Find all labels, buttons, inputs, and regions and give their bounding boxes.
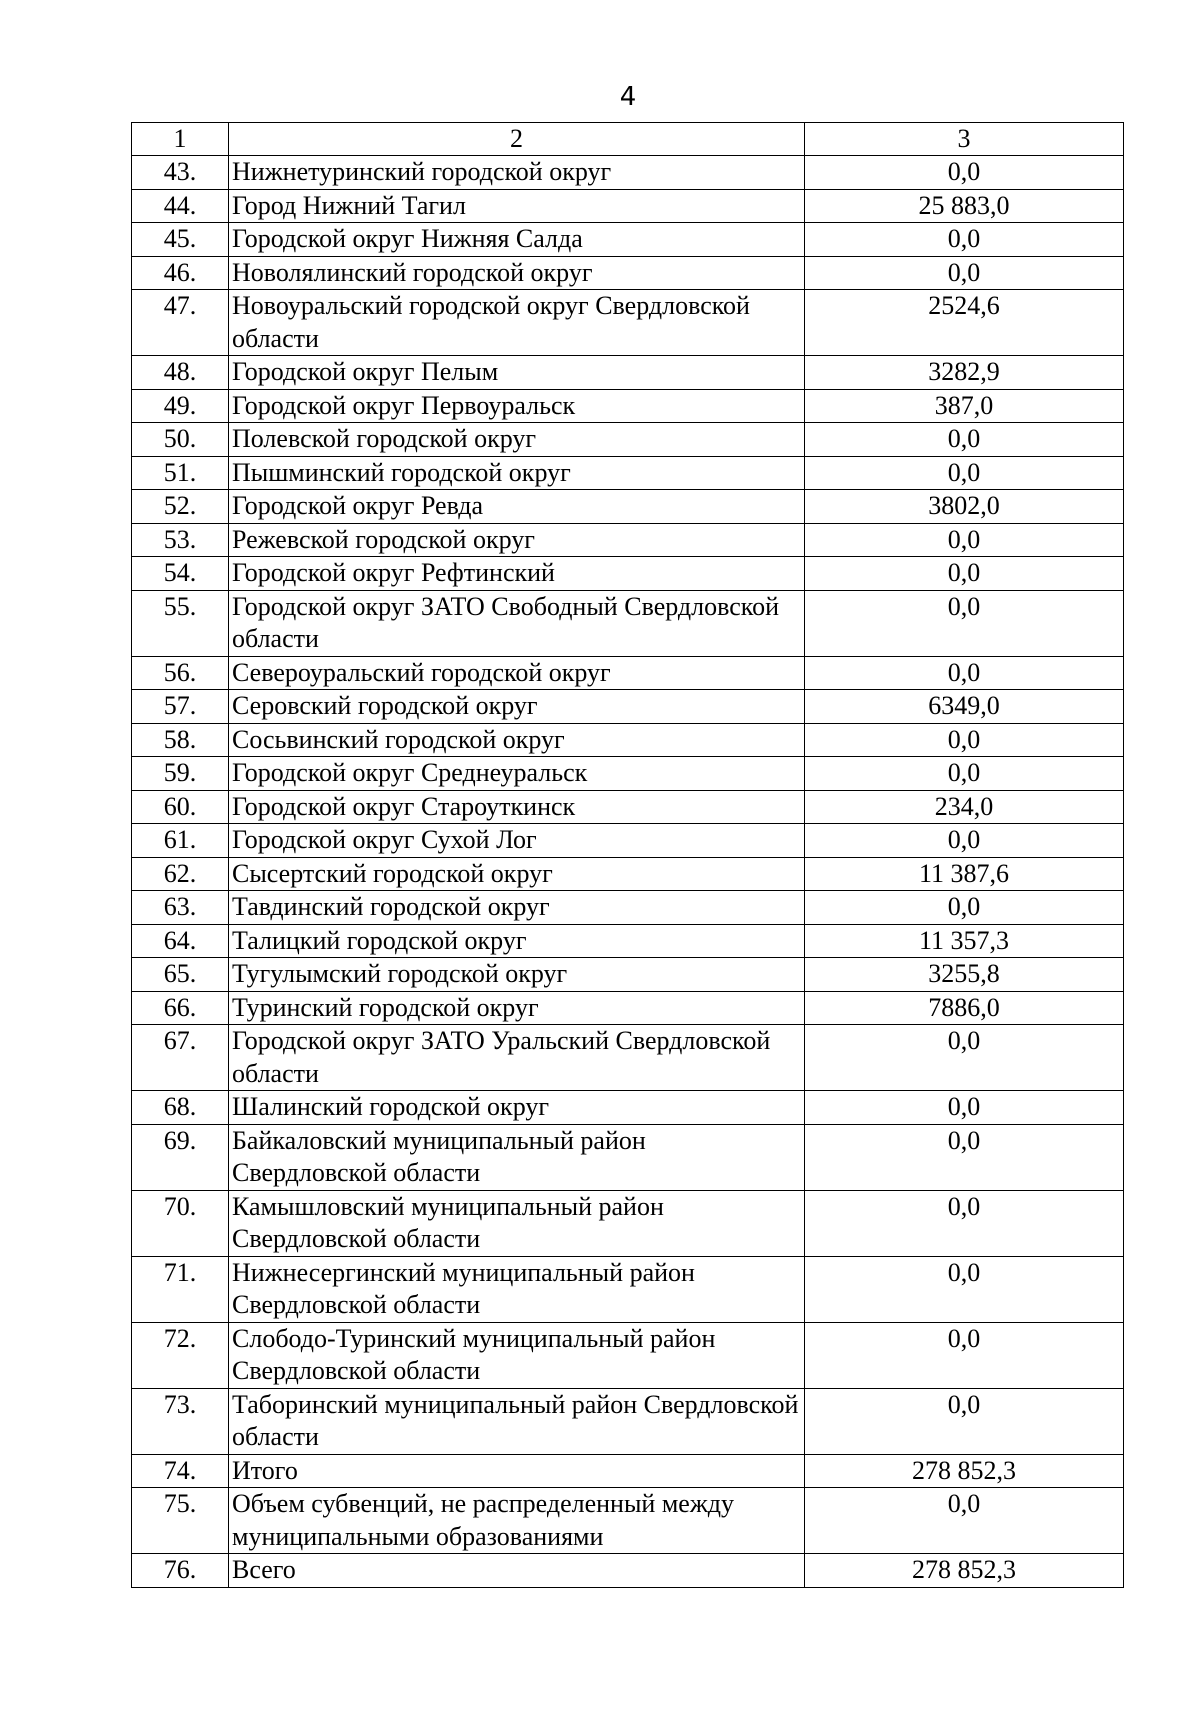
municipality-name: Сысертский городской округ (229, 857, 805, 891)
subvention-value: 0,0 (805, 824, 1124, 858)
table-row (132, 356, 1124, 390)
table-row (132, 389, 1124, 423)
row-number: 72. (132, 1322, 229, 1388)
row-number: 60. (132, 790, 229, 824)
row-number: 75. (132, 1488, 229, 1554)
table-row (132, 1322, 1124, 1388)
municipality-name: Городской округ Первоуральск (229, 389, 805, 423)
municipality-name: Туринский городской округ (229, 991, 805, 1025)
table-row (132, 290, 1124, 356)
subvention-value: 0,0 (805, 557, 1124, 591)
table-row (132, 958, 1124, 992)
municipality-name: Городской округ Ревда (229, 490, 805, 524)
subvention-table (131, 122, 1124, 1588)
municipality-name: Городской округ Среднеуральск (229, 757, 805, 791)
table-row (132, 656, 1124, 690)
row-number: 50. (132, 423, 229, 457)
subvention-value: 0,0 (805, 1388, 1124, 1454)
table-row (132, 557, 1124, 591)
row-number: 52. (132, 490, 229, 524)
table-row (132, 924, 1124, 958)
row-number: 65. (132, 958, 229, 992)
row-number: 47. (132, 290, 229, 356)
municipality-name: Городской округ Староуткинск (229, 790, 805, 824)
page-number: 4 (619, 82, 637, 112)
table-body (132, 123, 1124, 1588)
row-number: 68. (132, 1091, 229, 1125)
municipality-name: Объем субвенций, не распределенный между муниципальными образованиями (229, 1488, 805, 1554)
subvention-value: 0,0 (805, 1190, 1124, 1256)
table-row (132, 757, 1124, 791)
table-header-row (132, 123, 1124, 156)
subvention-value: 3282,9 (805, 356, 1124, 390)
row-number: 58. (132, 723, 229, 757)
row-number: 57. (132, 690, 229, 724)
row-number: 74. (132, 1454, 229, 1488)
row-number: 49. (132, 389, 229, 423)
table-row (132, 590, 1124, 656)
subvention-value: 0,0 (805, 590, 1124, 656)
municipality-name: Пышминский городской округ (229, 456, 805, 490)
table-row (132, 824, 1124, 858)
table-row (132, 523, 1124, 557)
subvention-value: 0,0 (805, 456, 1124, 490)
table-row (132, 857, 1124, 891)
row-number: 46. (132, 256, 229, 290)
subvention-value: 0,0 (805, 523, 1124, 557)
municipality-name: Новоуральский городской округ Свердловской области (229, 290, 805, 356)
row-number: 64. (132, 924, 229, 958)
municipality-name: Режевской городской округ (229, 523, 805, 557)
subvention-value: 0,0 (805, 723, 1124, 757)
row-number: 71. (132, 1256, 229, 1322)
municipality-name: Город Нижний Тагил (229, 189, 805, 223)
row-number: 63. (132, 891, 229, 925)
row-number: 66. (132, 991, 229, 1025)
table-row (132, 456, 1124, 490)
municipality-name: Нижнетуринский городской округ (229, 156, 805, 190)
municipality-name: Полевской городской округ (229, 423, 805, 457)
municipality-name: Таборинский муниципальный район Свердловской области (229, 1388, 805, 1454)
subvention-value: 11 387,6 (805, 857, 1124, 891)
table-row (132, 1554, 1124, 1588)
subvention-value: 6349,0 (805, 690, 1124, 724)
subvention-value: 0,0 (805, 1124, 1124, 1190)
municipality-name: Сосьвинский городской округ (229, 723, 805, 757)
row-number: 43. (132, 156, 229, 190)
header-cell-value: 3 (805, 123, 1124, 156)
municipality-name: Городской округ Нижняя Салда (229, 223, 805, 257)
table-row (132, 1091, 1124, 1125)
subvention-value: 0,0 (805, 256, 1124, 290)
row-number: 69. (132, 1124, 229, 1190)
table-row (132, 189, 1124, 223)
row-number: 56. (132, 656, 229, 690)
table-row (132, 891, 1124, 925)
municipality-name: Тавдинский городской округ (229, 891, 805, 925)
municipality-name: Тугулымский городской округ (229, 958, 805, 992)
municipality-name: Нижнесергинский муниципальный район Свердловской области (229, 1256, 805, 1322)
municipality-name: Городской округ ЗАТО Свободный Свердловской области (229, 590, 805, 656)
row-number: 51. (132, 456, 229, 490)
municipality-name: Шалинский городской округ (229, 1091, 805, 1125)
table-row (132, 690, 1124, 724)
row-number: 54. (132, 557, 229, 591)
municipality-name: Слободо-Туринский муниципальный район Свердловской области (229, 1322, 805, 1388)
municipality-name: Городской округ Пелым (229, 356, 805, 390)
table-row (132, 490, 1124, 524)
municipality-name: Камышловский муниципальный район Свердловской области (229, 1190, 805, 1256)
subvention-value: 2524,6 (805, 290, 1124, 356)
subvention-value: 0,0 (805, 423, 1124, 457)
municipality-name: Новолялинский городской округ (229, 256, 805, 290)
row-number: 70. (132, 1190, 229, 1256)
subvention-value: 387,0 (805, 389, 1124, 423)
row-number: 73. (132, 1388, 229, 1454)
subvention-value: 3255,8 (805, 958, 1124, 992)
table-row (132, 991, 1124, 1025)
table-row (132, 1124, 1124, 1190)
row-number: 59. (132, 757, 229, 791)
table-row (132, 790, 1124, 824)
table-row (132, 156, 1124, 190)
municipality-name: Североуральский городской округ (229, 656, 805, 690)
table-row (132, 256, 1124, 290)
row-number: 48. (132, 356, 229, 390)
subvention-value: 0,0 (805, 757, 1124, 791)
subvention-value: 25 883,0 (805, 189, 1124, 223)
row-number: 61. (132, 824, 229, 858)
table-row (132, 1388, 1124, 1454)
table-row (132, 1256, 1124, 1322)
table-row (132, 1454, 1124, 1488)
municipality-name: Городской округ ЗАТО Уральский Свердловской области (229, 1025, 805, 1091)
municipality-name: Всего (229, 1554, 805, 1588)
municipality-name: Итого (229, 1454, 805, 1488)
subvention-value: 0,0 (805, 1322, 1124, 1388)
subvention-value: 0,0 (805, 223, 1124, 257)
header-cell-name: 2 (229, 123, 805, 156)
row-number: 67. (132, 1025, 229, 1091)
table-row (132, 723, 1124, 757)
row-number: 76. (132, 1554, 229, 1588)
subvention-value: 234,0 (805, 790, 1124, 824)
subvention-value: 0,0 (805, 1091, 1124, 1125)
municipality-name: Городской округ Сухой Лог (229, 824, 805, 858)
table-row (132, 423, 1124, 457)
subvention-value: 0,0 (805, 1488, 1124, 1554)
municipality-name: Байкаловский муниципальный район Свердловской области (229, 1124, 805, 1190)
row-number: 55. (132, 590, 229, 656)
subvention-value: 0,0 (805, 656, 1124, 690)
municipality-name: Талицкий городской округ (229, 924, 805, 958)
municipality-name: Серовский городской округ (229, 690, 805, 724)
subvention-value: 11 357,3 (805, 924, 1124, 958)
subvention-value: 0,0 (805, 156, 1124, 190)
table-row (132, 1025, 1124, 1091)
row-number: 45. (132, 223, 229, 257)
row-number: 44. (132, 189, 229, 223)
municipality-name: Городской округ Рефтинский (229, 557, 805, 591)
subvention-value: 3802,0 (805, 490, 1124, 524)
subvention-value: 0,0 (805, 1256, 1124, 1322)
subvention-value: 0,0 (805, 891, 1124, 925)
table-row (132, 223, 1124, 257)
subvention-value: 278 852,3 (805, 1454, 1124, 1488)
table-row (132, 1488, 1124, 1554)
subvention-value: 278 852,3 (805, 1554, 1124, 1588)
subvention-value: 7886,0 (805, 991, 1124, 1025)
table-row (132, 1190, 1124, 1256)
row-number: 53. (132, 523, 229, 557)
header-cell-number: 1 (132, 123, 229, 156)
subvention-value: 0,0 (805, 1025, 1124, 1091)
row-number: 62. (132, 857, 229, 891)
